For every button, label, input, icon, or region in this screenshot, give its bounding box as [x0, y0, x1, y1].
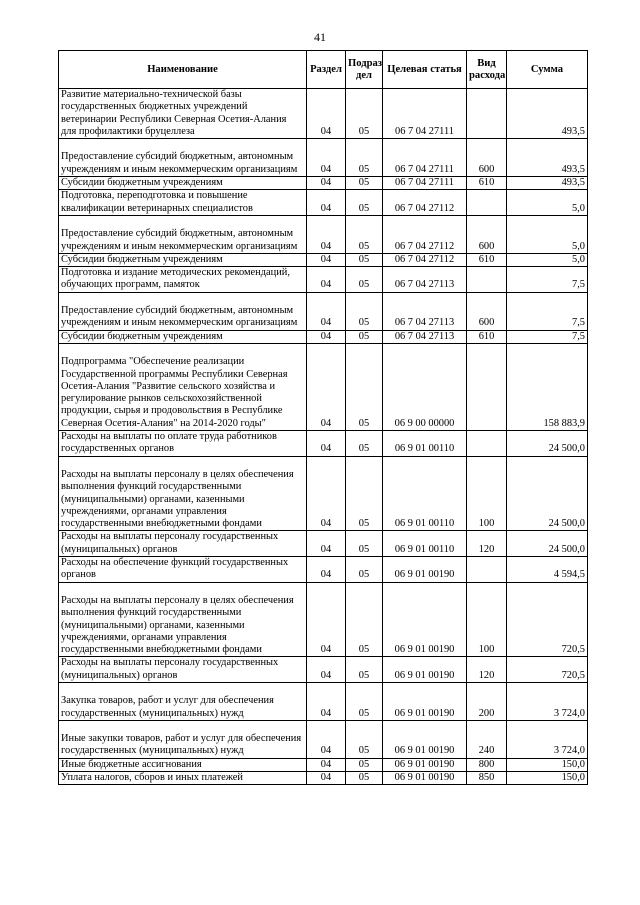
row-vid-cell: 610: [467, 253, 507, 266]
row-name-cell: Расходы на выплаты по оплате труда работников государственных органов: [59, 431, 307, 457]
row-razdel-cell: 04: [307, 657, 346, 683]
row-razdel-cell: 04: [307, 292, 346, 330]
row-vid-cell: 100: [467, 456, 507, 531]
row-podrazdel-cell: 05: [346, 267, 383, 293]
table-row: [59, 657, 588, 683]
row-razdel-cell: 04: [307, 89, 346, 139]
row-razdel-cell: 04: [307, 190, 346, 216]
table-row: [59, 531, 588, 557]
row-razdel-cell: 04: [307, 343, 346, 430]
table-body: [59, 89, 588, 785]
row-name-cell: Иные закупки товаров, работ и услуг для обеспечения государственных (муниципальных) нужд: [59, 720, 307, 758]
row-summa-cell: 5,0: [507, 215, 588, 253]
row-razdel-cell: 04: [307, 456, 346, 531]
row-vid-cell: [467, 431, 507, 457]
table-row: [59, 267, 588, 293]
row-statya-cell: 06 9 01 00190: [383, 683, 467, 721]
header-vid: Вид расхода: [467, 51, 507, 89]
row-summa-cell: 24 500,0: [507, 456, 588, 531]
table-header: [59, 51, 588, 89]
table-row: [59, 456, 588, 531]
page-number: 41: [314, 30, 326, 44]
row-statya-cell: 06 9 01 00190: [383, 582, 467, 657]
header-name: Наименование: [59, 51, 307, 89]
table-row: [59, 190, 588, 216]
row-summa-cell: 720,5: [507, 582, 588, 657]
row-vid-cell: 600: [467, 215, 507, 253]
row-name-cell: Предоставление субсидий бюджетным, автономным учреждениям и иным некоммерческим организациям: [59, 139, 307, 177]
table-row: [59, 720, 588, 758]
table-row: [59, 343, 588, 430]
row-name-cell: Подготовка и издание методических рекомендаций, обучающих программ, памяток: [59, 267, 307, 293]
row-vid-cell: 800: [467, 758, 507, 771]
row-razdel-cell: 04: [307, 758, 346, 771]
table-row: [59, 330, 588, 343]
row-summa-cell: 150,0: [507, 758, 588, 771]
row-statya-cell: 06 7 04 27111: [383, 177, 467, 190]
row-vid-cell: [467, 267, 507, 293]
row-name-cell: Подготовка, переподготовка и повышение квалификации ветеринарных специалистов: [59, 190, 307, 216]
row-statya-cell: 06 9 01 00110: [383, 431, 467, 457]
header-summa: Сумма: [507, 51, 588, 89]
table-row: [59, 772, 588, 785]
row-vid-cell: 850: [467, 772, 507, 785]
row-razdel-cell: 04: [307, 683, 346, 721]
row-name-cell: Иные бюджетные ассигнования: [59, 758, 307, 771]
row-summa-cell: 7,5: [507, 330, 588, 343]
table-row: [59, 89, 588, 139]
header-razdel: Раздел: [307, 51, 346, 89]
row-name-cell: Предоставление субсидий бюджетным, автономным учреждениям и иным некоммерческим организациям: [59, 292, 307, 330]
table-row: [59, 139, 588, 177]
row-vid-cell: 600: [467, 139, 507, 177]
row-podrazdel-cell: 05: [346, 139, 383, 177]
row-podrazdel-cell: 05: [346, 531, 383, 557]
row-vid-cell: [467, 343, 507, 430]
row-summa-cell: 4 594,5: [507, 557, 588, 583]
row-razdel-cell: 04: [307, 772, 346, 785]
row-podrazdel-cell: 05: [346, 343, 383, 430]
row-summa-cell: 5,0: [507, 253, 588, 266]
row-name-cell: Расходы на выплаты персоналу государственных (муниципальных) органов: [59, 657, 307, 683]
row-statya-cell: 06 7 04 27113: [383, 292, 467, 330]
row-razdel-cell: 04: [307, 139, 346, 177]
row-vid-cell: 120: [467, 531, 507, 557]
row-statya-cell: 06 7 04 27112: [383, 253, 467, 266]
header-statya: Целевая статья: [383, 51, 467, 89]
table-row: [59, 758, 588, 771]
budget-table: [58, 50, 588, 785]
row-statya-cell: 06 9 00 00000: [383, 343, 467, 430]
row-podrazdel-cell: 05: [346, 190, 383, 216]
table-row: [59, 557, 588, 583]
row-podrazdel-cell: 05: [346, 582, 383, 657]
row-name-cell: Субсидии бюджетным учреждениям: [59, 330, 307, 343]
row-podrazdel-cell: 05: [346, 253, 383, 266]
row-statya-cell: 06 7 04 27111: [383, 139, 467, 177]
row-summa-cell: 493,5: [507, 139, 588, 177]
row-statya-cell: 06 9 01 00110: [383, 456, 467, 531]
row-statya-cell: 06 9 01 00190: [383, 557, 467, 583]
row-razdel-cell: 04: [307, 531, 346, 557]
row-statya-cell: 06 7 04 27112: [383, 215, 467, 253]
row-summa-cell: 7,5: [507, 292, 588, 330]
row-vid-cell: 610: [467, 330, 507, 343]
row-name-cell: Расходы на выплаты персоналу государственных (муниципальных) органов: [59, 531, 307, 557]
row-summa-cell: 720,5: [507, 657, 588, 683]
row-summa-cell: 5,0: [507, 190, 588, 216]
row-summa-cell: 3 724,0: [507, 720, 588, 758]
row-name-cell: Закупка товаров, работ и услуг для обеспечения государственных (муниципальных) нужд: [59, 683, 307, 721]
table-row: [59, 177, 588, 190]
row-vid-cell: [467, 89, 507, 139]
row-name-cell: Развитие материально-технической базы государственных бюджетных учреждений ветеринарии Республики Северная Осетия-Алания для профилактики бруцеллеза: [59, 89, 307, 139]
row-statya-cell: 06 7 04 27112: [383, 190, 467, 216]
row-podrazdel-cell: 05: [346, 657, 383, 683]
row-statya-cell: 06 7 04 27111: [383, 89, 467, 139]
row-statya-cell: 06 9 01 00110: [383, 531, 467, 557]
row-name-cell: Расходы на обеспечение функций государственных органов: [59, 557, 307, 583]
row-podrazdel-cell: 05: [346, 215, 383, 253]
row-statya-cell: 06 7 04 27113: [383, 330, 467, 343]
row-vid-cell: 610: [467, 177, 507, 190]
row-razdel-cell: 04: [307, 330, 346, 343]
row-summa-cell: 7,5: [507, 267, 588, 293]
row-razdel-cell: 04: [307, 431, 346, 457]
row-razdel-cell: 04: [307, 720, 346, 758]
row-vid-cell: 600: [467, 292, 507, 330]
row-statya-cell: 06 9 01 00190: [383, 657, 467, 683]
table-row: [59, 683, 588, 721]
row-vid-cell: [467, 190, 507, 216]
row-statya-cell: 06 9 01 00190: [383, 720, 467, 758]
row-statya-cell: 06 7 04 27113: [383, 267, 467, 293]
row-summa-cell: 493,5: [507, 177, 588, 190]
row-podrazdel-cell: 05: [346, 557, 383, 583]
row-razdel-cell: 04: [307, 253, 346, 266]
row-name-cell: Субсидии бюджетным учреждениям: [59, 177, 307, 190]
row-summa-cell: 158 883,9: [507, 343, 588, 430]
row-statya-cell: 06 9 01 00190: [383, 772, 467, 785]
row-name-cell: Предоставление субсидий бюджетным, автономным учреждениям и иным некоммерческим организациям: [59, 215, 307, 253]
row-podrazdel-cell: 05: [346, 330, 383, 343]
row-summa-cell: 24 500,0: [507, 431, 588, 457]
row-razdel-cell: 04: [307, 582, 346, 657]
row-podrazdel-cell: 05: [346, 431, 383, 457]
table-row: [59, 431, 588, 457]
row-podrazdel-cell: 05: [346, 720, 383, 758]
row-name-cell: Уплата налогов, сборов и иных платежей: [59, 772, 307, 785]
row-podrazdel-cell: 05: [346, 177, 383, 190]
table-row: [59, 253, 588, 266]
row-vid-cell: [467, 557, 507, 583]
row-summa-cell: 3 724,0: [507, 683, 588, 721]
row-podrazdel-cell: 05: [346, 456, 383, 531]
row-name-cell: Субсидии бюджетным учреждениям: [59, 253, 307, 266]
table-row: [59, 582, 588, 657]
row-summa-cell: 24 500,0: [507, 531, 588, 557]
row-summa-cell: 493,5: [507, 89, 588, 139]
row-statya-cell: 06 9 01 00190: [383, 758, 467, 771]
row-razdel-cell: 04: [307, 215, 346, 253]
row-name-cell: Расходы на выплаты персоналу в целях обеспечения выполнения функций государственными (муниципальными) органами, казенными учреждениями, органами управления государственными внебюджетными фондами: [59, 582, 307, 657]
row-podrazdel-cell: 05: [346, 292, 383, 330]
table-row: [59, 215, 588, 253]
row-razdel-cell: 04: [307, 267, 346, 293]
row-podrazdel-cell: 05: [346, 89, 383, 139]
row-vid-cell: 240: [467, 720, 507, 758]
row-razdel-cell: 04: [307, 177, 346, 190]
row-name-cell: Расходы на выплаты персоналу в целях обеспечения выполнения функций государственными (муниципальными) органами, казенными учреждениями, органами управления государственными внебюджетными фондами: [59, 456, 307, 531]
row-name-cell: Подпрограмма "Обеспечение реализации Государственной программы Республики Северная Осетия-Алания "Развитие сельского хозяйства и регулирование рынков сельскохозяйственной продукции, сырья и продовольствия в Республике Северная Осетия-Алания" на 2014-2020 годы": [59, 343, 307, 430]
row-razdel-cell: 04: [307, 557, 346, 583]
row-podrazdel-cell: 05: [346, 758, 383, 771]
row-vid-cell: 120: [467, 657, 507, 683]
row-summa-cell: 150,0: [507, 772, 588, 785]
header-podrazdel: Подраз дел: [346, 51, 383, 89]
row-podrazdel-cell: 05: [346, 772, 383, 785]
row-vid-cell: 200: [467, 683, 507, 721]
row-podrazdel-cell: 05: [346, 683, 383, 721]
table-row: [59, 292, 588, 330]
header-row: [59, 51, 588, 89]
row-vid-cell: 100: [467, 582, 507, 657]
